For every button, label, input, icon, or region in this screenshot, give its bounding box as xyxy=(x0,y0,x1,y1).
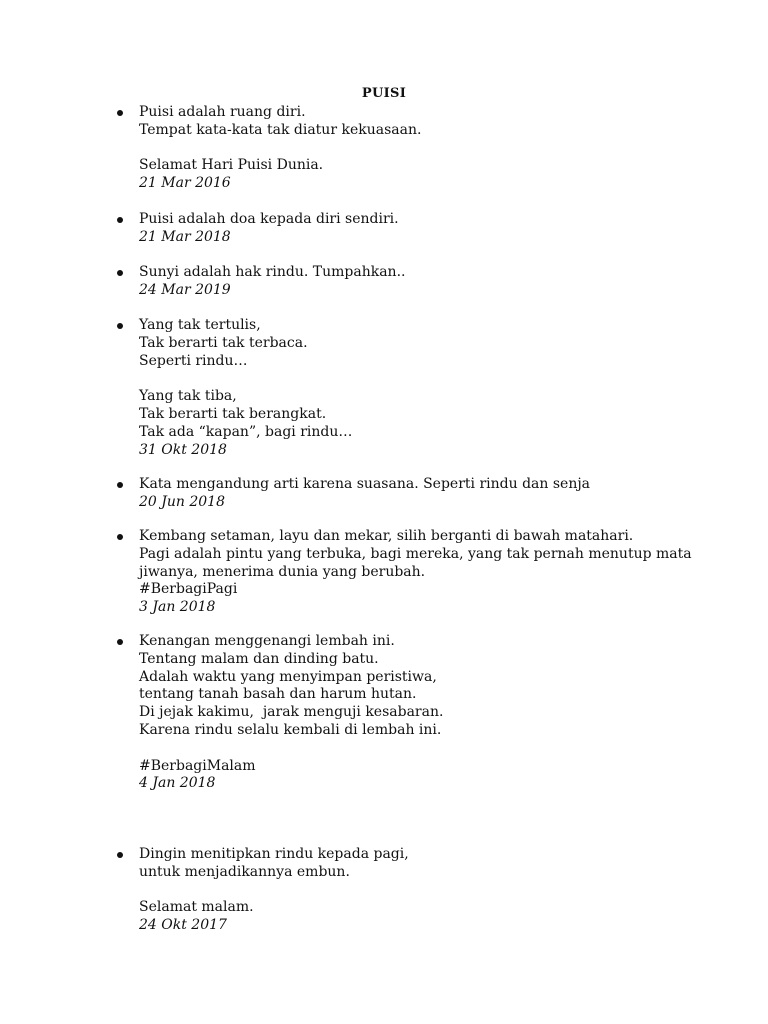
poem-line: Tak berarti tak berangkat. xyxy=(139,405,327,422)
poem-line: Sunyi adalah hak rindu. Tumpahkan.. xyxy=(139,264,406,280)
poem-line: Pagi adalah pintu yang terbuka, bagi mereka, yang tak pernah menutup mata xyxy=(139,545,692,562)
poem-line: Puisi adalah ruang diri. xyxy=(139,104,306,120)
poem-line: Dingin menitipkan rindu kepada pagi, xyxy=(139,846,409,862)
poem-entry xyxy=(139,211,699,247)
poem-line: #BerbagiPagi xyxy=(139,581,238,598)
poem-entry xyxy=(139,317,699,459)
poem-line: Tentang malam dan dinding batu. xyxy=(139,650,379,667)
bullet-icon xyxy=(117,639,123,645)
stanza-break xyxy=(139,370,699,388)
poem-entry xyxy=(139,633,699,793)
poem-date: 31 Okt 2018 xyxy=(139,441,227,458)
bullet-icon xyxy=(117,482,123,488)
poem-entry xyxy=(139,476,699,512)
poem-line: jiwanya, menerima dunia yang berubah. xyxy=(139,563,426,580)
poem-line: Kenangan menggenangi lembah ini. xyxy=(139,633,395,649)
poem-date: 21 Mar 2018 xyxy=(139,228,231,245)
poem-date: 4 Jan 2018 xyxy=(139,775,216,792)
poem-date: 24 Okt 2017 xyxy=(139,917,227,934)
bullet-icon xyxy=(117,217,123,223)
poem-line: Di jejak kakimu, jarak menguji kesabaran. xyxy=(139,704,444,721)
poem-date: 20 Jun 2018 xyxy=(139,493,225,510)
bullet-icon xyxy=(117,270,123,276)
poem-line: Yang tak tertulis, xyxy=(139,317,261,333)
bullet-icon xyxy=(117,323,123,329)
poem-line: Selamat Hari Puisi Dunia. xyxy=(139,157,324,174)
poem-entry xyxy=(139,528,699,617)
poem-entry xyxy=(139,846,699,935)
poem-line: Adalah waktu yang menyimpan peristiwa, xyxy=(139,668,437,685)
poem-line: Karena rindu selalu kembali di lembah ini. xyxy=(139,721,442,738)
document-title: PUISI xyxy=(361,86,407,101)
poem-line: tentang tanah basah dan harum hutan. xyxy=(139,686,417,703)
poem-line: Seperti rindu… xyxy=(139,352,248,369)
stanza-break xyxy=(139,740,699,758)
stanza-break xyxy=(139,140,699,158)
poem-line: #BerbagiMalam xyxy=(139,757,256,774)
bullet-icon xyxy=(117,534,123,540)
poem-line: Tak ada “kapan”, bagi rindu… xyxy=(139,423,353,440)
stanza-break xyxy=(139,882,699,900)
poem-entry xyxy=(139,104,699,193)
poem-entry xyxy=(139,264,699,300)
poem-line: untuk menjadikannya embun. xyxy=(139,863,350,880)
bullet-icon xyxy=(117,852,123,858)
poem-date: 21 Mar 2016 xyxy=(139,175,231,192)
poem-line: Kembang setaman, layu dan mekar, silih berganti di bawah matahari. xyxy=(139,528,634,544)
poem-line: Tak berarti tak terbaca. xyxy=(139,334,308,351)
poem-line: Puisi adalah doa kepada diri sendiri. xyxy=(139,211,399,227)
bullet-icon xyxy=(117,110,123,116)
poem-date: 3 Jan 2018 xyxy=(139,599,216,616)
poem-line: Yang tak tiba, xyxy=(139,388,237,405)
poem-line: Kata mengandung arti karena suasana. Seperti rindu dan senja xyxy=(139,476,591,492)
poem-date: 24 Mar 2019 xyxy=(139,281,231,298)
poem-line: Selamat malam. xyxy=(139,899,254,916)
poem-line: Tempat kata-kata tak diatur kekuasaan. xyxy=(139,121,422,138)
